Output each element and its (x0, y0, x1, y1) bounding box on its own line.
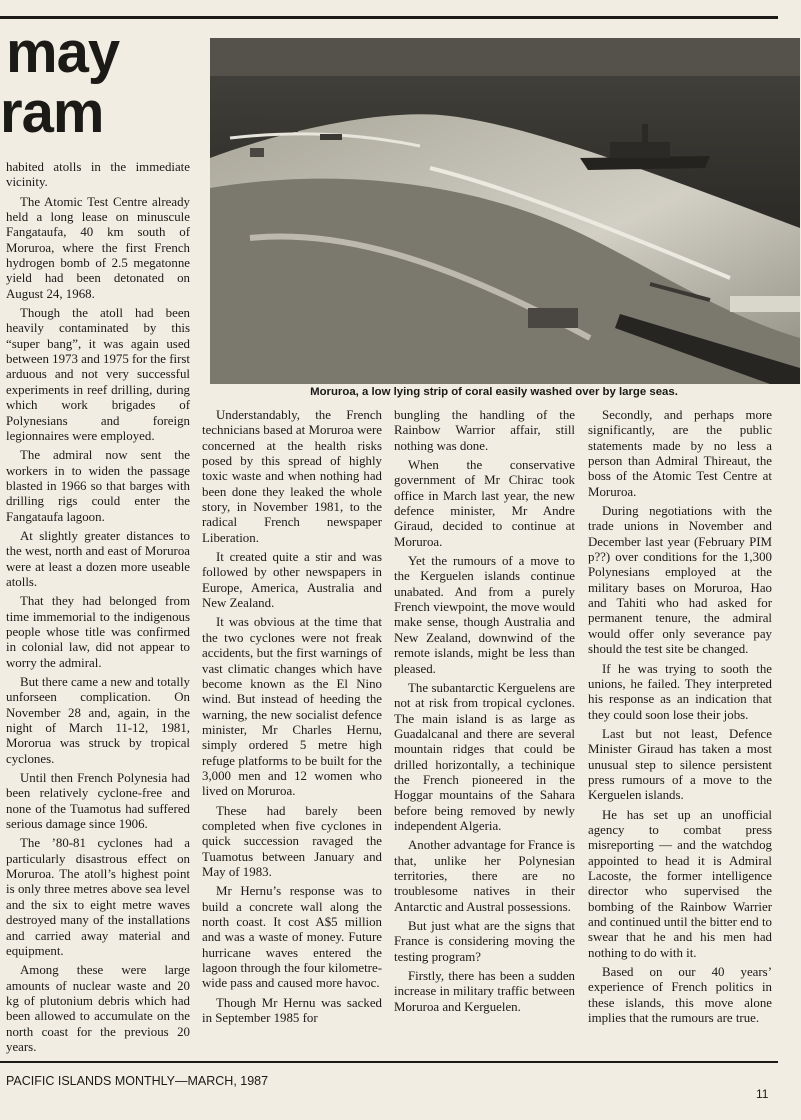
paragraph: But there came a new and totally unforseen complication. On November 28 and, again, in the night of March 11-12, 1981, Mororua was struck by tropical cyclones. (6, 675, 190, 766)
paragraph: Another advantage for France is that, unlike her Polynesian territories, there are no troublesome natives in their Antarctic and Austral possessions. (394, 838, 575, 914)
paragraph: Mr Hernu’s response was to build a concrete wall along the north coast. It cost A$5 million and was a waste of money. Future hurricane waves entered the lagoon through the four kilometre-wide pass and caused more havoc. (202, 884, 382, 991)
paragraph: Among these were large amounts of nuclear waste and 20 kg of plutonium debris which had been allowed to accumulate on the north coast for the previous 20 years. (6, 963, 190, 1054)
article-column-3 (394, 408, 575, 1019)
paragraph: Based on our 40 years’ experience of French politics in these islands, this move alone implies that the rumours are true. (588, 965, 772, 1026)
paragraph: Last but not least, Defence Minister Giraud has taken a most unusual step to silence persistent press rumours of a move to the Kerguelen islands. (588, 726, 772, 803)
footer-rule (0, 1061, 778, 1063)
paragraph: habited atolls in the immediate vicinity. (6, 160, 190, 190)
paragraph: The admiral now sent the workers in to widen the passage blasted in 1966 so that barges with drilling rigs could enter the Fangataufa lagoon. (6, 448, 190, 524)
paragraph: It created quite a stir and was followed by other newspapers in Europe, America, Australia and New Zealand. (202, 550, 382, 611)
page-number: 11 (756, 1087, 769, 1101)
moruroa-aerial-photo (210, 38, 800, 384)
article-column-1 (6, 160, 190, 1059)
paragraph: During negotiations with the trade unions in November and December last year (February PIM p??) over conditions for the 1,300 Polynesians employed at the military bases on Moruroa, Hao and Tahiti who had asked for permanent tenure, the admiral would offer only severance pay should the test site be changed. (588, 504, 772, 657)
paragraph: That they had belonged from time immemorial to the indigenous people whose title was confirmed in colonial law, did not appear to worry the admiral. (6, 594, 190, 670)
footer-publication: PACIFIC ISLANDS MONTHLY—MARCH, 1987 (6, 1074, 269, 1088)
paragraph: At slightly greater distances to the west, north and east of Moruroa were at least a dozen more useable atolls. (6, 528, 190, 589)
paragraph: Secondly, and perhaps more significantly, are the public statements made by no less a person than Admiral Thireaut, the boss of the Atomic Test Centre at Moruroa. (588, 408, 772, 499)
paragraph: When the conservative government of Mr Chirac took office in March last year, the new defence minister, Mr Andre Giraud, decided to continue at Moruroa. (394, 458, 575, 549)
paragraph: Yet the rumours of a move to the Kerguelen islands continue unabated. And from a purely French viewpoint, the move would make sense, though Australia and New Zealand, downwind of the remote islands, might be less than pleased. (394, 554, 575, 676)
top-rule (0, 16, 778, 19)
paragraph: Understandably, the French technicians based at Moruroa were concerned at the health risks posed by this spread of highly toxic waste and when nothing had been done they leaked the whole story, in November 1981, to the radical French newspaper Liberation. (202, 408, 382, 545)
photo-caption: Moruroa, a low lying strip of coral easily washed over by large seas. (310, 386, 678, 398)
paragraph: But just what are the signs that France is considering moving the testing program? (394, 919, 575, 964)
headline-line-1: may (6, 20, 120, 85)
headline-line-2: ram (0, 80, 104, 145)
paragraph: bungling the handling of the Rainbow Warrior affair, still nothing was done. (394, 408, 575, 453)
paragraph: The Atomic Test Centre already held a long lease on minuscule Fangataufa, 40 km south of Moruroa, where the first French hydrogen bomb of 2.5 megatonne yield had been detonated on August 24, 1968. (6, 194, 190, 301)
paragraph: He has set up an unofficial agency to combat press misreporting — and the watchdog appointed to head it is Admiral Lacoste, the former intelligence director who supervised the bombing of the Rainbow Warrier and continued until the bitter end to swear that he and his men had nothing to do with it. (588, 807, 773, 960)
paragraph: Though the atoll had been heavily contaminated by this “super bang”, it was again used between 1973 and 1975 for the first arduous and not very successful experiments in reef drilling, during which work brigades of Polynesians and foreign legionnaires were employed. (6, 306, 190, 443)
paragraph: These had barely been completed when five cyclones in quick succession ravaged the Tuamotus between January and May of 1983. (202, 803, 382, 879)
paragraph: It was obvious at the time that the two cyclones were not freak accidents, but the first warnings of vast climatic changes which have become known as the El Nino wind. But instead of heeding the warning, the new socialist defence minister, Mr Charles Hernu, simply ordered 5 metre high refuge platforms to be built for the 3,000 men and 12 women who lived on Moruroa. (202, 615, 382, 799)
paragraph: Until then French Polynesia had been relatively cyclone-free and none of the Tuamotus had suffered serious damage since 1906. (6, 771, 190, 832)
paragraph: The ’80-81 cyclones had a particularly disastrous effect on Moruroa. The atoll’s highest point is only three metres above sea level and the six to eight metre waves destroyed many of the installations and carried away material and equipment. (6, 836, 190, 958)
paragraph: Though Mr Hernu was sacked in September 1985 for (202, 995, 382, 1026)
paragraph: If he was trying to sooth the unions, he failed. They interpreted his response as an indication that they could soon lose their jobs. (588, 661, 772, 722)
paragraph: The subantarctic Kerguelens are not at risk from tropical cyclones. The main island is as large as Guadalcanal and there are several mountain ridges that could be drilled horizontally, a techinique the French pioneered in the Hoggar mountains of the Sahara before being removed by newly independent Algeria. (394, 680, 575, 833)
paragraph: Firstly, there has been a sudden increase in military traffic between Moruroa and Kerguelen. (394, 969, 575, 1014)
article-column-4 (588, 408, 772, 1030)
article-column-2 (202, 408, 382, 1030)
